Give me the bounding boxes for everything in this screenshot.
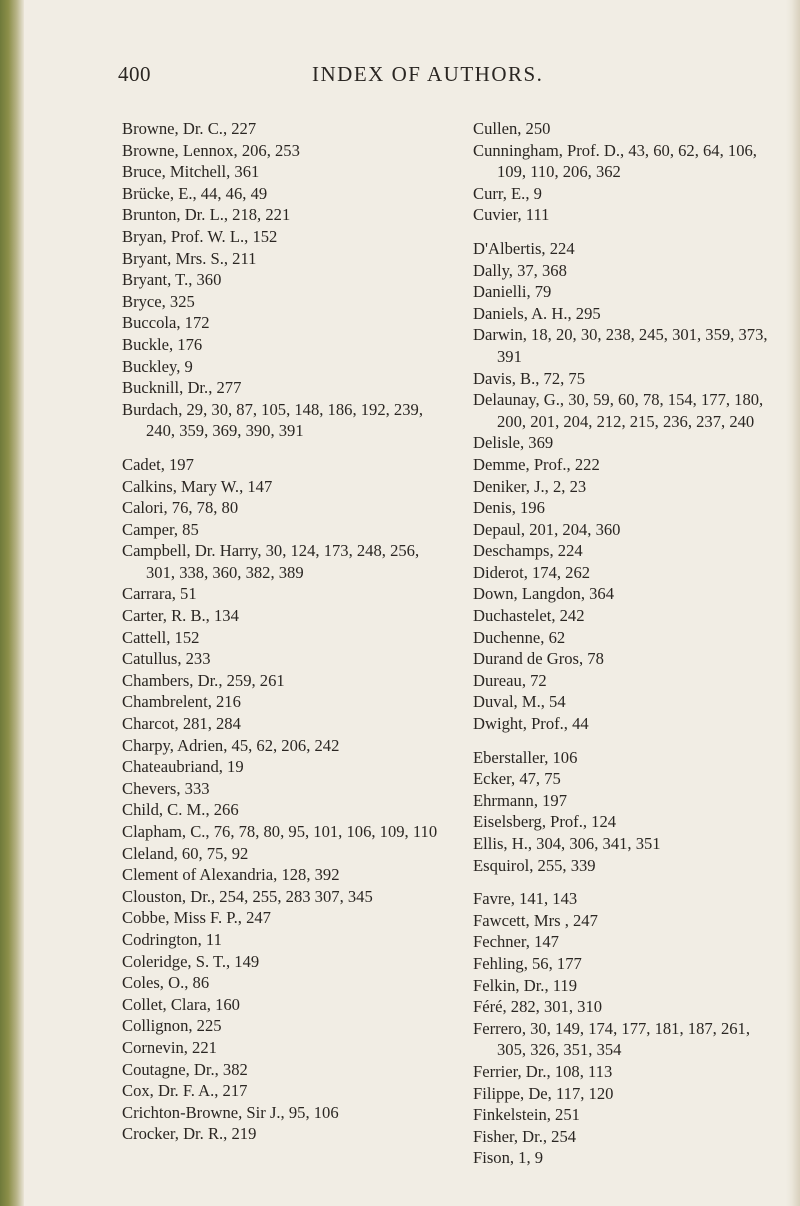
index-entry: Ferrero, 30, 149, 174, 177, 181, 187, 261, 305, 326, 351, 354 <box>473 1018 750 1060</box>
index-entry: Fawcett, Mrs , 247 <box>473 910 598 930</box>
index-entry: D'Albertis, 224 <box>473 238 575 258</box>
index-entry: Duchastelet, 242 <box>473 606 585 626</box>
index-entry: Bruce, Mitchell, 361 <box>122 162 260 182</box>
index-entry: Down, Langdon, 364 <box>473 584 615 604</box>
index-column-left <box>122 118 442 1145</box>
index-entry: Charcot, 281, 284 <box>122 714 241 734</box>
page-edge <box>786 0 800 1206</box>
index-entry: Clapham, C., 76, 78, 80, 95, 101, 106, 109, 110 <box>122 822 438 841</box>
index-entry: Crocker, Dr. R., 219 <box>122 1124 257 1144</box>
index-entry: Calkins, Mary W., 147 <box>122 476 273 496</box>
index-entry: Delisle, 369 <box>473 433 554 453</box>
book-spine-shadow <box>0 0 24 1206</box>
index-entry: Duchenne, 62 <box>473 627 566 647</box>
index-entry: Cuvier, 111 <box>473 205 550 225</box>
index-entry: Cobbe, Miss F. P., 247 <box>122 908 271 928</box>
index-entry: Favre, 141, 143 <box>473 889 578 909</box>
page-number: 400 <box>118 62 151 86</box>
index-entry: Codrington, 11 <box>122 929 222 949</box>
index-entry: Duval, M., 54 <box>473 692 566 712</box>
index-entry: Buckle, 176 <box>122 334 203 354</box>
index-entry: Eberstaller, 106 <box>473 747 578 767</box>
index-entry: Cox, Dr. F. A., 217 <box>122 1081 248 1101</box>
index-entry: Coleridge, S. T., 149 <box>122 951 260 971</box>
index-entry: Fisher, Dr., 254 <box>473 1126 577 1146</box>
page-header <box>0 62 800 92</box>
index-entry: Daniels, A. H., 295 <box>473 303 601 323</box>
section-gap <box>122 442 442 454</box>
index-entry: Calori, 76, 78, 80 <box>122 498 239 518</box>
index-entry: Bryant, Mrs. S., 211 <box>122 248 257 268</box>
index-entry: Deschamps, 224 <box>473 541 583 561</box>
index-entry: Catullus, 233 <box>122 649 211 669</box>
index-entry: Demme, Prof., 222 <box>473 454 600 474</box>
section-gap <box>473 226 783 238</box>
index-entry: Durand de Gros, 78 <box>473 649 604 669</box>
index-entry: Crichton-Browne, Sir J., 95, 106 <box>122 1102 339 1122</box>
index-entry: Finkelstein, 251 <box>473 1105 580 1125</box>
index-entry: Bryant, T., 360 <box>122 270 222 290</box>
index-entry: Child, C. M., 266 <box>122 800 239 820</box>
index-entry: Bryce, 325 <box>122 291 195 311</box>
running-title: INDEX OF AUTHORS. <box>312 62 544 86</box>
index-entry: Coutagne, Dr., 382 <box>122 1059 248 1079</box>
index-entry: Felkin, Dr., 119 <box>473 975 578 995</box>
index-entry: Brunton, Dr. L., 218, 221 <box>122 205 291 225</box>
index-entry: Browne, Lennox, 206, 253 <box>122 140 300 160</box>
index-entry: Dureau, 72 <box>473 670 547 690</box>
index-entry: Camper, 85 <box>122 519 199 539</box>
index-entry: Denis, 196 <box>473 498 545 518</box>
index-entry: Cleland, 60, 75, 92 <box>122 843 249 863</box>
index-entry: Cadet, 197 <box>122 454 194 474</box>
index-entry: Buccola, 172 <box>122 313 210 333</box>
index-entry: Dwight, Prof., 44 <box>473 714 589 734</box>
index-entry: Ecker, 47, 75 <box>473 769 561 789</box>
index-entry: Chevers, 333 <box>122 778 210 798</box>
index-entry: Fison, 1, 9 <box>473 1148 544 1168</box>
index-entry: Chateaubriand, 19 <box>122 757 244 777</box>
index-entry: Deniker, J., 2, 23 <box>473 476 587 496</box>
index-entry: Carter, R. B., 134 <box>122 606 239 626</box>
index-entry: Buckley, 9 <box>122 356 193 376</box>
index-entry: Fechner, 147 <box>473 932 559 952</box>
section-gap <box>473 735 783 747</box>
index-column-right <box>473 118 783 1169</box>
index-entry: Ellis, H., 304, 306, 341, 351 <box>473 834 661 853</box>
index-entry: Cattell, 152 <box>122 627 200 647</box>
index-entry: Chambers, Dr., 259, 261 <box>122 670 285 690</box>
index-entry: Fehling, 56, 177 <box>473 953 582 973</box>
index-entry: Bryan, Prof. W. L., 152 <box>122 226 278 246</box>
index-entry: Bucknill, Dr., 277 <box>122 378 242 398</box>
index-entry: Chambrelent, 216 <box>122 692 241 712</box>
index-entry: Collet, Clara, 160 <box>122 994 240 1014</box>
index-entry: Féré, 282, 301, 310 <box>473 997 603 1017</box>
index-entry: Eiselsberg, Prof., 124 <box>473 812 617 832</box>
index-entry: Clement of Alexandria, 128, 392 <box>122 865 340 885</box>
index-entry: Delaunay, G., 30, 59, 60, 78, 154, 177, 180, 200, 201, 204, 212, 215, 236, 237, 240 <box>473 390 764 431</box>
index-entry: Curr, E., 9 <box>473 183 542 203</box>
index-entry: Collignon, 225 <box>122 1016 222 1036</box>
index-entry: Diderot, 174, 262 <box>473 562 591 582</box>
index-entry: Davis, B., 72, 75 <box>473 368 586 388</box>
index-entry: Ferrier, Dr., 108, 113 <box>473 1061 613 1081</box>
index-entry: Filippe, De, 117, 120 <box>473 1083 614 1103</box>
index-entry: Ehrmann, 197 <box>473 790 568 810</box>
index-entry: Esquirol, 255, 339 <box>473 855 596 875</box>
index-entry: Cunningham, Prof. D., 43, 60, 62, 64, 106, 109, 110, 206, 362 <box>473 140 757 182</box>
section-gap <box>473 876 783 888</box>
index-entry: Carrara, 51 <box>122 584 197 604</box>
index-entry: Brücke, E., 44, 46, 49 <box>122 183 268 203</box>
index-entry: Danielli, 79 <box>473 282 552 302</box>
index-entry: Burdach, 29, 30, 87, 105, 148, 186, 192, 239, 240, 359, 369, 390, 391 <box>122 399 423 441</box>
index-entry: Depaul, 201, 204, 360 <box>473 519 621 539</box>
index-entry: Cornevin, 221 <box>122 1037 217 1057</box>
index-entry: Campbell, Dr. Harry, 30, 124, 173, 248, 256, 301, 338, 360, 382, 389 <box>122 541 420 582</box>
index-entry: Coles, O., 86 <box>122 973 210 993</box>
index-entry: Charpy, Adrien, 45, 62, 206, 242 <box>122 735 340 755</box>
index-entry: Clouston, Dr., 254, 255, 283 307, 345 <box>122 886 373 906</box>
index-entry: Dally, 37, 368 <box>473 260 567 280</box>
index-entry: Darwin, 18, 20, 30, 238, 245, 301, 359, 373, 391 <box>473 325 768 366</box>
index-entry: Browne, Dr. C., 227 <box>122 119 257 138</box>
index-entry: Cullen, 250 <box>473 119 551 138</box>
